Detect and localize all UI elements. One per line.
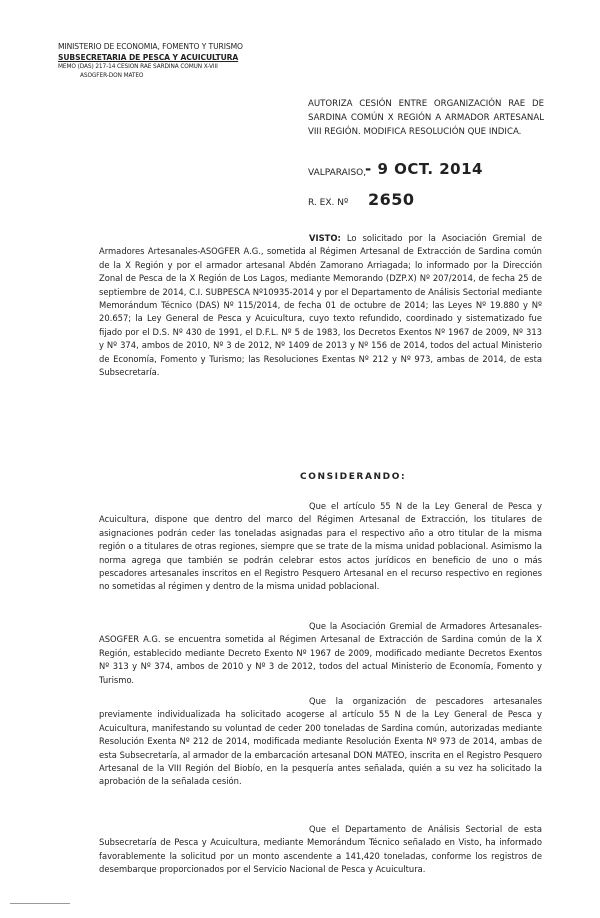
visto-lead: VISTO: bbox=[309, 233, 341, 243]
considerando-1 bbox=[99, 500, 542, 594]
case-reference: ASOGFER-DON MATEO bbox=[80, 73, 144, 79]
resolution-number: 2650 bbox=[368, 190, 415, 209]
page-edge-mark bbox=[10, 903, 70, 904]
resolution-title: AUTORIZA CESIÓN ENTRE ORGANIZACIÓN RAE DE SARDINA COMÚN X REGIÓN A ARMADOR ARTESANAL VIII REGIÓN. MODIFICA RESOLUCIÓN QUE INDICA. bbox=[308, 99, 544, 137]
considerando-4 bbox=[99, 823, 542, 877]
letterhead bbox=[58, 42, 288, 81]
ministry-name: MINISTERIO DE ECONOMIA, FOMENTO Y TURISMO bbox=[58, 42, 243, 51]
considerando-3-text: Que la organización de pescadores artesanales previamente individualizada ha solicitado acogerse al artículo 55 N de la Ley General de Pesca y Acuicultura, manifestando su voluntad de ceder 200 toneladas de Sardina común, autorizadas mediante Resolución Exenta Nº 212 de 2014, modificada mediante Resolución Exenta Nº 973 de 2014, ambas de esta Subsecretaría, al armador de la embarcación artesanal DON MATEO, inscrita en el Registro Pesquero Artesanal de la VIII Región del Biobío, en la pesquería antes señalada, quién a su vez ha solicitado la aprobación de la señalada cesión. bbox=[99, 696, 542, 787]
considerando-2-text: Que la Asociación Gremial de Armadores Artesanales-ASOGFER A.G. se encuentra sometida al Régimen Artesanal de Extracción de Sardina común de la X Región, establecido mediante Decreto Exento Nº 1967 de 2009, modificado mediante Decretos Exentos Nº 313 y Nº 374, ambos de 2010 y Nº 3 de 2012, todos del actual Ministerio de Economía, Fomento y Turismo. bbox=[99, 621, 542, 685]
considerando-4-text: Que el Departamento de Análisis Sectorial de esta Subsecretaría de Pesca y Acuicultura, mediante Memorándum Técnico señalado en Visto, ha informado favorablemente la solicitud por un monto ascendente a 141,420 toneladas, conforme los registros de desembarque proporcionados por el Servicio Nacional de Pesca y Acuicultura. bbox=[99, 824, 542, 875]
considerando-1-text: Que el artículo 55 N de la Ley General de Pesca y Acuicultura, dispone que dentro del marco del Régimen Artesanal de Extracción, los titulares de asignaciones podrán ceder las toneladas asignadas para el respectivo año a otro titular de la misma región o a titulares de otras regiones, siempre que se trate de la misma unidad poblacional. Asimismo la norma agrega que también se podrán celebrar estos actos jurídicos en beneficio de uno o más pescadores artesanales inscritos en el Registro Pesquero Artesanal en el recurso respectivo en regiones no sometidas al régimen y dentro de la misma unidad poblacional. bbox=[99, 501, 542, 592]
subsecretaria-name: SUBSECRETARIA DE PESCA Y ACUICULTURA bbox=[58, 52, 239, 62]
memo-reference: MEMO (DAS) 217-14 CESION RAE SARDINA COMUN X-VIII bbox=[58, 64, 218, 70]
place-label: VALPARAISO, bbox=[308, 168, 367, 178]
considerando-2 bbox=[99, 620, 542, 687]
considerando-heading: CONSIDERANDO: bbox=[300, 472, 407, 482]
visto-text: Lo solicitado por la Asociación Gremial de Armadores Artesanales-ASOGFER A.G., sometida al Régimen Artesanal de Extracción de Sardina común de la X Región y por el armador artesanal Abdén Zamorano Arriagada; lo informado por la Dirección Zonal de Pesca de la X Región de Los Lagos, mediante Memorando (DZP.X) Nº 207/2014, de fecha 25 de septiembre de 2014, C.I. SUBPESCA Nº10935-2014 y por el Departamento de Análisis Sectorial mediante Memorándum Técnico (DAS) Nº 115/2014, de fecha 01 de octubre de 2014; las Leyes Nº 19.880 y Nº 20.657; la Ley General de Pesca y Acuicultura, cuyo texto refundido, coordinado y sistematizado fue fijado por el D.S. Nº 430 de 1991, el D.F.L. Nº 5 de 1983, los Decretos Exentos Nº 1967 de 2009, Nº 313 y Nº 374, ambos de 2010, Nº 3 de 2012, Nº 1409 de 2013 y Nº 156 de 2014, todos del actual Ministerio de Economía, Fomento y Turismo; las Resoluciones Exentas Nº 212 y Nº 973, ambas de 2014, de esta Subsecretaría. bbox=[99, 233, 542, 378]
considerando-3 bbox=[99, 695, 542, 789]
visto-paragraph bbox=[99, 232, 542, 379]
date-stamp: - 9 OCT. 2014 bbox=[365, 160, 483, 178]
resolution-number-label: R. EX. Nº bbox=[308, 198, 349, 208]
